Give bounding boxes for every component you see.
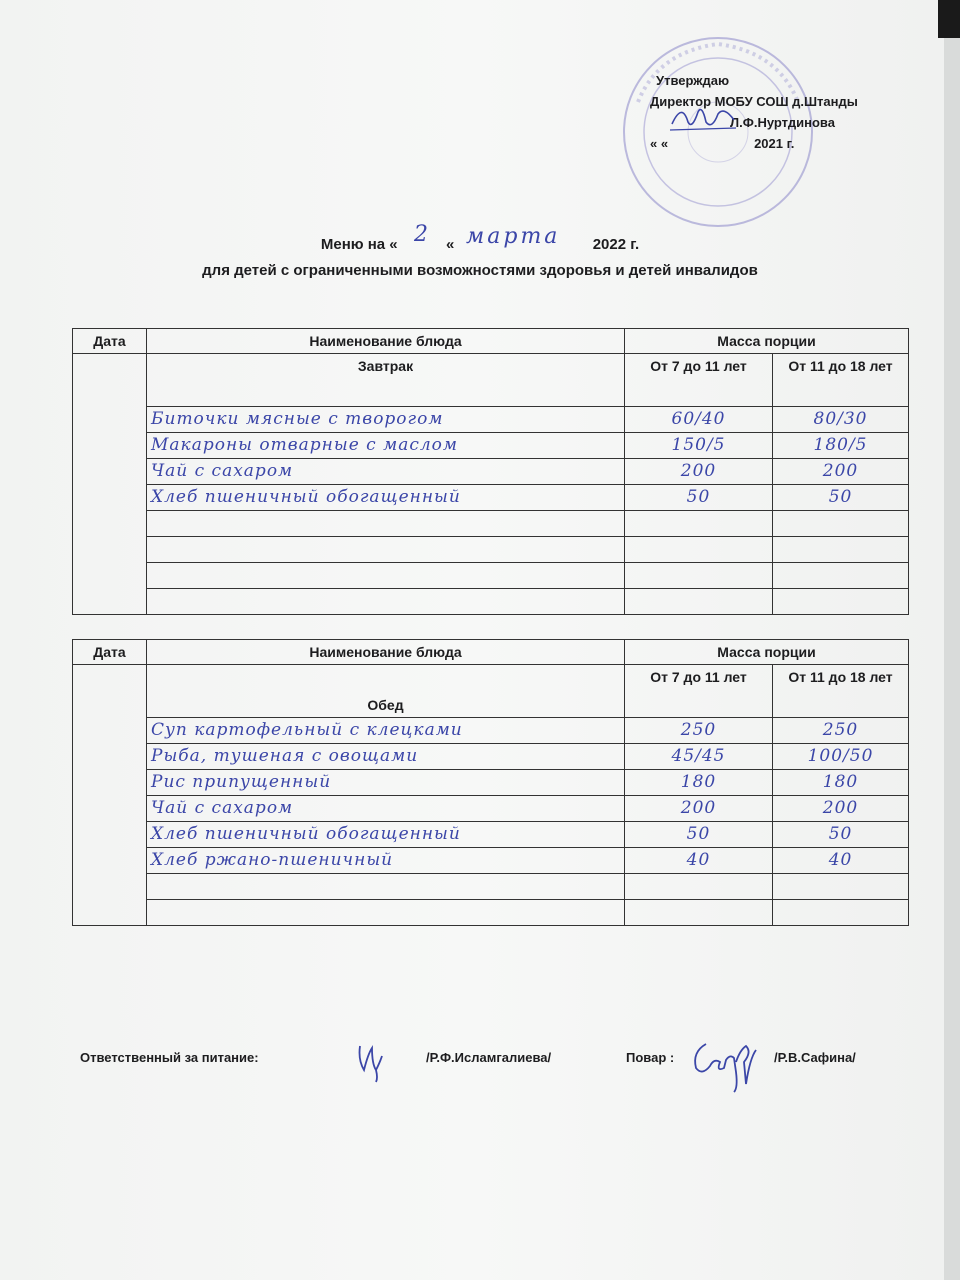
col-name: Наименование блюда (147, 329, 625, 354)
table-row (73, 822, 909, 848)
dish-name: Чай с сахаром (151, 461, 294, 481)
empty-row (73, 511, 909, 537)
page-edge (944, 0, 960, 1280)
table-row (73, 744, 909, 770)
meal-label: Завтрак (147, 354, 625, 407)
lunch-table (72, 639, 909, 926)
breakfast-table (72, 328, 909, 615)
cook-signature (690, 1032, 760, 1094)
portion-7-11: 200 (680, 461, 717, 481)
approval-year: 2021 г. (754, 136, 795, 151)
approval-date-quotes: « « (650, 136, 669, 151)
approval-line2: Директор МОБУ СОШ д.Штанды (650, 94, 858, 109)
empty-row (73, 874, 909, 900)
portion-7-11: 60/40 (671, 409, 726, 429)
portion-11-18: 50 (828, 487, 853, 507)
date-cell (73, 665, 147, 926)
approval-line1: Утверждаю (656, 73, 730, 88)
cook-label: Повар : (626, 1050, 675, 1065)
table-row (73, 770, 909, 796)
director-signature (668, 100, 738, 136)
portion-11-18: 100/50 (807, 746, 874, 766)
col-mass: Масса порции (625, 329, 909, 354)
corner-shadow (938, 0, 960, 38)
empty-row (73, 589, 909, 615)
col-date: Дата (73, 329, 147, 354)
portion-11-18: 180/5 (813, 435, 868, 455)
date-cell (73, 354, 147, 615)
dish-name: Макароны отварные с маслом (151, 435, 458, 455)
table-row (73, 796, 909, 822)
responsible-label: Ответственный за питание: (80, 1050, 259, 1065)
empty-row (73, 900, 909, 926)
title-mid: « (446, 236, 455, 253)
title-day-handwritten: 2 (414, 222, 428, 247)
age-group-1: От 7 до 11 лет (625, 354, 773, 407)
portion-11-18: 180 (822, 772, 859, 792)
portion-11-18: 250 (822, 720, 859, 740)
responsible-name: /Р.Ф.Исламгалиева/ (426, 1050, 552, 1065)
portion-7-11: 45/45 (671, 746, 726, 766)
empty-row (73, 563, 909, 589)
responsible-signature (352, 1036, 392, 1084)
portion-7-11: 200 (680, 798, 717, 818)
portion-7-11: 50 (686, 487, 711, 507)
portion-7-11: 180 (680, 772, 717, 792)
portion-7-11: 150/5 (671, 435, 726, 455)
title-prefix: Меню на « (320, 236, 398, 253)
dish-name: Хлеб ржано-пшеничный (151, 850, 394, 870)
portion-11-18: 40 (828, 850, 853, 870)
empty-row (73, 537, 909, 563)
col-date: Дата (73, 640, 147, 665)
title-month-handwritten: марта (466, 224, 561, 249)
dish-name: Чай с сахаром (151, 798, 294, 818)
col-name: Наименование блюда (147, 640, 625, 665)
table-row (73, 459, 909, 485)
dish-name: Хлеб пшеничный обогащенный (151, 824, 461, 844)
dish-name: Рис припущенный (151, 772, 332, 792)
table-row (73, 718, 909, 744)
portion-11-18: 200 (822, 798, 859, 818)
portion-7-11: 50 (686, 824, 711, 844)
approval-date-line (650, 133, 858, 154)
portion-11-18: 80/30 (813, 409, 868, 429)
dish-name: Рыба, тушеная с овощами (151, 746, 419, 766)
col-mass: Масса порции (625, 640, 909, 665)
approval-signatory: Л.Ф.Нуртдинова (730, 115, 835, 130)
portion-7-11: 40 (686, 850, 711, 870)
title-year: 2022 г. (592, 236, 640, 253)
meal-label: Обед (147, 665, 625, 718)
portion-11-18: 50 (828, 824, 853, 844)
cook-name: /Р.В.Сафина/ (774, 1050, 856, 1065)
table-row (73, 407, 909, 433)
menu-subtitle: для детей с ограниченными возможностями здоровья и детей инвалидов (202, 262, 758, 279)
dish-name: Хлеб пшеничный обогащенный (151, 487, 461, 507)
age-group-2: От 11 до 18 лет (773, 354, 909, 407)
age-group-2: От 11 до 18 лет (773, 665, 909, 718)
age-group-1: От 7 до 11 лет (625, 665, 773, 718)
table-row (73, 485, 909, 511)
portion-11-18: 200 (822, 461, 859, 481)
table-row (73, 433, 909, 459)
table-row (73, 848, 909, 874)
dish-name: Биточки мясные с творогом (151, 409, 444, 429)
portion-7-11: 250 (680, 720, 717, 740)
dish-name: Суп картофельный с клецками (151, 720, 463, 740)
